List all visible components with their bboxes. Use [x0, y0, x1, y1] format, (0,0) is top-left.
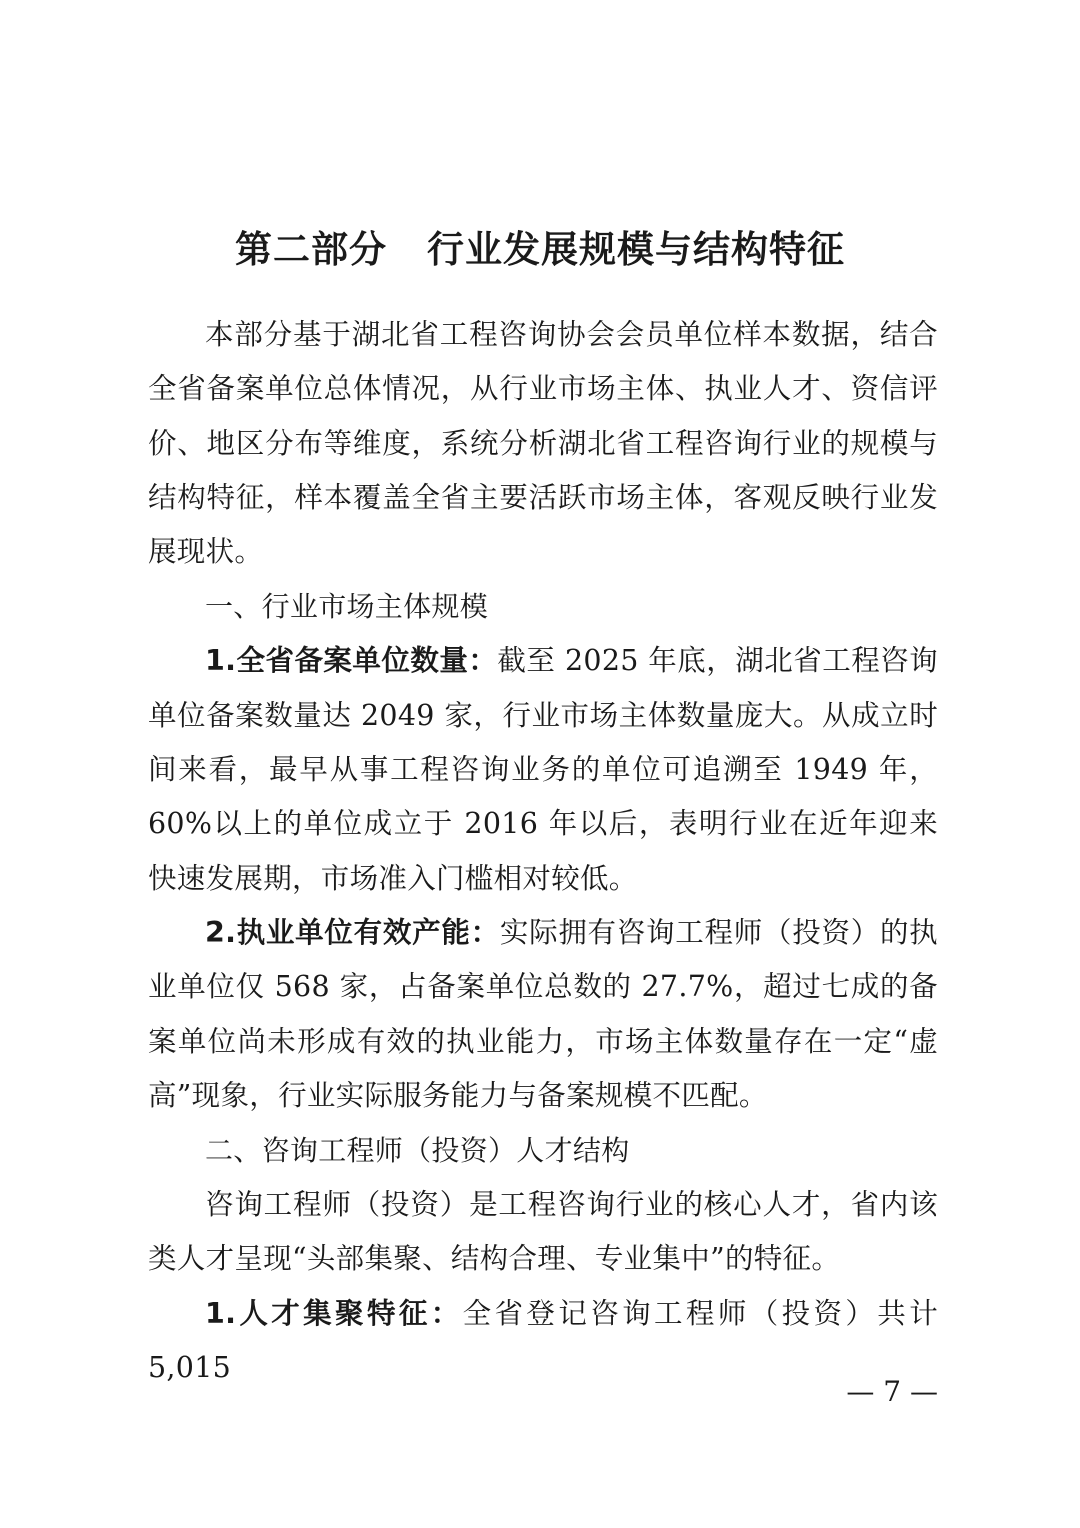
item-lead: 1.人才集聚特征： — [205, 1296, 463, 1330]
section-1-item-2 — [148, 906, 938, 1123]
section-2-heading: 二、咨询工程师（投资）人才结构 — [205, 1134, 630, 1168]
section-1-heading: 一、行业市场主体规模 — [205, 590, 489, 624]
section-2-item-1 — [148, 1287, 938, 1396]
item-text: 截至 2025 年底，湖北省工程咨询单位备案数量达 2049 家，行业市场主体数量庞大。从成立时间来看，最早从事工程咨询业务的单位可追溯至 1949 年，60%以上的单位成立于 2016 年以后，表明行业在近年迎来快速发展期，市场准入门槛相对较低。 — [148, 644, 938, 895]
page-number: — 7 — — [846, 1375, 938, 1408]
section-2-intro: 咨询工程师（投资）是工程咨询行业的核心人才，省内该类人才呈现“头部集聚、结构合理、专业集中”的特征。 — [148, 1188, 938, 1276]
item-text: 实际拥有咨询工程师（投资）的执业单位仅 568 家，占备案单位总数的 27.7%，超过七成的备案单位尚未形成有效的执业能力，市场主体数量存在一定“虚高”现象，行业实际服务能力与备案规模不匹配。 — [148, 915, 938, 1112]
body-text — [148, 308, 938, 1395]
section-1-item-1 — [148, 634, 938, 905]
intro-paragraph: 本部分基于湖北省工程咨询协会会员单位样本数据，结合全省备案单位总体情况，从行业市场主体、执业人才、资信评价、地区分布等维度，系统分析湖北省工程咨询行业的规模与结构特征，样本覆盖全省主要活跃市场主体，客观反映行业发展现状。 — [148, 318, 938, 569]
page-title — [0, 220, 1080, 280]
title-part: 第二部分 — [235, 228, 387, 271]
item-text: 全省登记咨询工程师（投资）共计 5,015 — [148, 1296, 938, 1385]
item-lead: 1.全省备案单位数量： — [205, 644, 498, 678]
title-name: 行业发展规模与结构特征 — [427, 228, 845, 271]
item-lead: 2.执业单位有效产能： — [205, 915, 500, 949]
